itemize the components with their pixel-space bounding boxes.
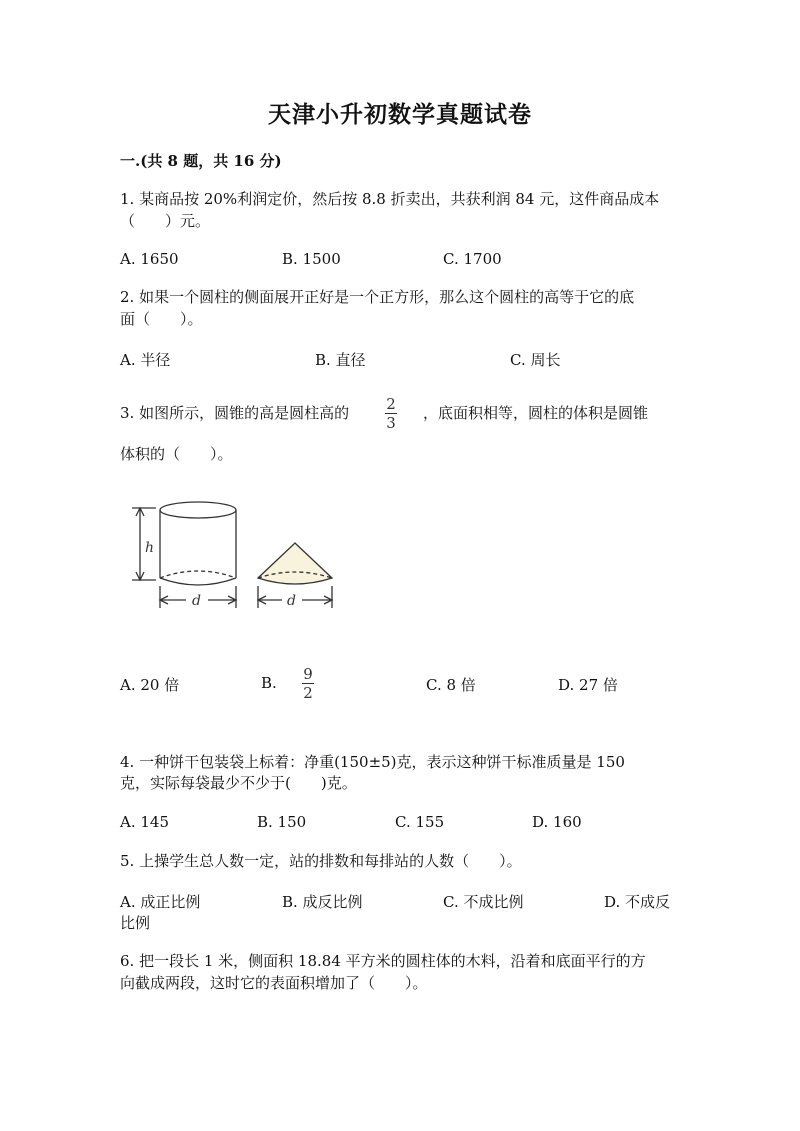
question-1-option-c: C. 1700 bbox=[443, 250, 502, 268]
page-title: 天津小升初数学真题试卷 bbox=[268, 101, 532, 128]
question-1-option-a: A. 1650 bbox=[120, 250, 179, 268]
question-4-option-a: A. 145 bbox=[120, 813, 169, 831]
question-3-option-d: D. 27 倍 bbox=[558, 676, 618, 694]
fraction-numerator: 2 bbox=[386, 395, 396, 413]
question-1-line-1: 1. 某商品按 20%利润定价，然后按 8.8 折卖出，共获利润 84 元，这件商品成本 bbox=[120, 190, 660, 208]
question-2-line-2: 面（ ）。 bbox=[120, 310, 203, 328]
question-6-line-2: 向截成两段，这时它的表面积增加了（ ）。 bbox=[120, 974, 428, 992]
section-heading: 一.(共 8 题，共 16 分) bbox=[120, 152, 282, 170]
cylinder-diameter-label: d bbox=[192, 593, 201, 609]
question-3-fraction bbox=[385, 396, 397, 431]
question-5-line-1: 5. 上操学生总人数一定，站的排数和每排站的人数（ ）。 bbox=[120, 852, 522, 870]
height-label: h bbox=[145, 540, 155, 556]
cone-body bbox=[258, 543, 332, 584]
question-3-option-a: A. 20 倍 bbox=[120, 676, 180, 694]
question-3-option-c: C. 8 倍 bbox=[426, 676, 476, 694]
question-3-line-2: 体积的（ ）。 bbox=[120, 445, 233, 463]
question-3-line-1a: 3. 如图所示，圆锥的高是圆柱高的 bbox=[120, 404, 350, 422]
fraction-numerator: 9 bbox=[303, 665, 313, 683]
question-3-option-b-fraction bbox=[302, 666, 314, 701]
fraction-denominator: 2 bbox=[303, 684, 313, 702]
question-4-line-2: 克，实际每袋最少不少于( )克。 bbox=[120, 774, 357, 792]
question-2-option-c: C. 周长 bbox=[510, 351, 561, 369]
question-3-line-1b: ，底面积相等，圆柱的体积是圆锥 bbox=[423, 404, 649, 422]
question-4-option-b: B. 150 bbox=[257, 813, 307, 831]
cylinder-bottom-front bbox=[160, 578, 236, 585]
question-4-option-c: C. 155 bbox=[395, 813, 445, 831]
question-6-line-1: 6. 把一段长 1 米，侧面积 18.84 平方米的圆柱体的木料，沿着和底面平行的方 bbox=[120, 952, 646, 970]
cylinder-cone-figure bbox=[124, 496, 344, 616]
question-3-option-b: B. bbox=[261, 674, 277, 692]
cone-diameter-label: d bbox=[287, 593, 296, 609]
question-1-line-2: （ ）元。 bbox=[120, 212, 211, 230]
cylinder-top-ellipse bbox=[160, 502, 236, 518]
question-1-option-b: B. 1500 bbox=[282, 250, 341, 268]
fraction-denominator: 3 bbox=[386, 414, 396, 432]
question-5-option-c: C. 不成比例 bbox=[443, 893, 524, 911]
question-4-option-d: D. 160 bbox=[532, 813, 582, 831]
cylinder-bottom-back bbox=[160, 571, 236, 578]
question-2-option-b: B. 直径 bbox=[315, 351, 366, 369]
question-2-line-1: 2. 如果一个圆柱的侧面展开正好是一个正方形，那么这个圆柱的高等于它的底 bbox=[120, 288, 635, 306]
question-4-line-1: 4. 一种饼干包装袋上标着：净重(150±5)克，表示这种饼干标准质量是 150 bbox=[120, 753, 625, 771]
question-5-option-b: B. 成反比例 bbox=[282, 893, 363, 911]
question-2-option-a: A. 半径 bbox=[120, 351, 171, 369]
question-5-option-a: A. 成正比例 bbox=[120, 893, 201, 911]
question-5-option-d-wrap: 比例 bbox=[120, 914, 151, 932]
question-5-option-d: D. 不成反 bbox=[604, 893, 671, 911]
